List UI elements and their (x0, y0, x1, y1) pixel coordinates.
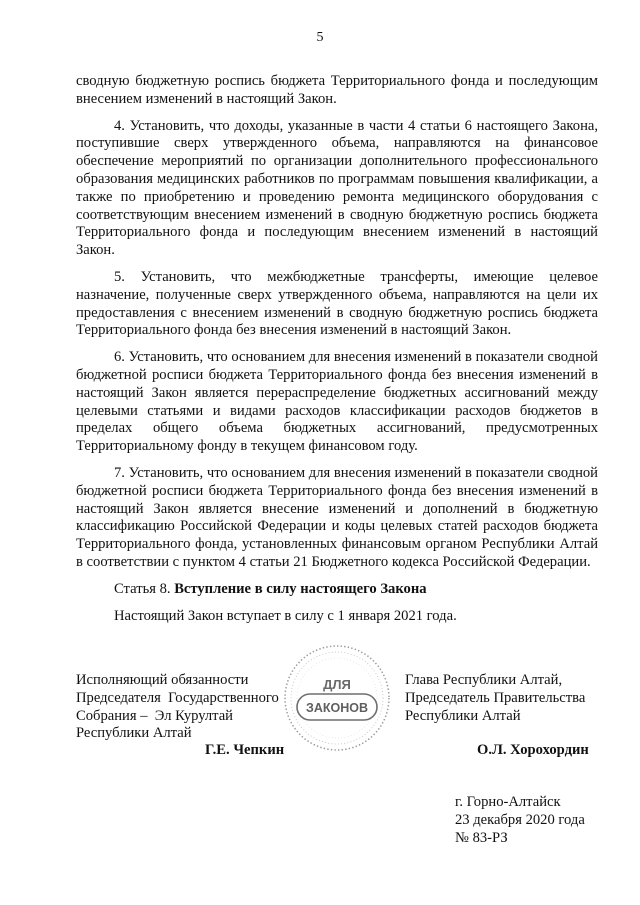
left-signatory-line: Исполняющий обязанности (76, 672, 249, 688)
left-signatory-line: Республики Алтай (76, 725, 192, 742)
paragraph-6: 6. Установить, что основанием для внесения изменений в показатели сводной бюджетной росписи бюджета Территориального фонда без внесения изменений в настоящий Закон является перераспределение бюджетных ассигнований между целевыми статьями и видами расходов классификации расходов бюджетов в пределах общего объема бюджетных ассигнований, предусмотренных Территориальному фонду в текущем финансовом году. (76, 349, 598, 455)
document-body (76, 73, 598, 625)
left-signatory-title (76, 672, 279, 743)
article-8-heading (76, 581, 598, 599)
article-8-prefix: Статья 8. (114, 580, 175, 597)
right-signatory-line: Глава Республики Алтай, (405, 672, 563, 688)
article-8-text: Настоящий Закон вступает в силу с 1 января 2021 года. (114, 607, 457, 624)
left-signatory-name: Г.Е. Чепкин (205, 742, 285, 758)
stamp-text-top: ДЛЯ (323, 677, 351, 692)
paragraph-4: 4. Установить, что доходы, указанные в части 4 статьи 6 настоящего Закона, поступившие сверх утвержденного объема, направляются на финансовое обеспечение мероприятий по организации дополнительного профессионального образования медицинских работников по программам повышения квалификации, а также по приобретению и проведению ремонта медицинского оборудования с соответствующим внесением изменений в сводную бюджетную роспись бюджета Территориального фонда и последующим внесением изменений в настоящий Закон. (76, 117, 598, 259)
document-footer (455, 793, 585, 847)
stamp-seal (282, 643, 392, 753)
date-line: 23 декабря 2020 года (455, 812, 585, 828)
right-signatory-line: Республики Алтай (405, 707, 521, 724)
paragraph-continuation: сводную бюджетную роспись бюджета Территориального фонда и последующим внесением изменений в настоящий Закон. (76, 73, 598, 107)
paragraph-5: 5. Установить, что межбюджетные трансферты, имеющие целевое назначение, полученные сверх утвержденного объема, направляются на цели их предоставления с внесением изменений в сводную бюджетную роспись бюджета Территориального фонда без внесения изменений в настоящий Закон. (76, 268, 598, 339)
page-number: 5 (316, 30, 324, 45)
city-line: г. Горно-Алтайск (455, 794, 561, 810)
right-signatory-title (405, 672, 585, 725)
right-signatory-name: О.Л. Хорохордин (477, 742, 589, 758)
stamp-text-main: ЗАКОНОВ (306, 701, 368, 715)
paragraph-7: 7. Установить, что основанием для внесения изменений в показатели сводной бюджетной росписи бюджета Территориального фонда без внесения изменений в настоящий Закон является внесение изменений и дополнений в бюджетную классификацию Российской Федерации и коды целевых статей расходов бюджета Территориального фонда, установленных финансовым органом Республики Алтай в соответствии с пунктом 4 статьи 21 Бюджетного кодекса Российской Федерации. (76, 464, 598, 570)
article-8-title: Вступление в силу настоящего Закона (174, 580, 427, 597)
law-number: № 83-РЗ (455, 830, 508, 846)
right-signatory-line: Председатель Правительства (405, 689, 586, 706)
left-signatory-line: Председателя Государственного (76, 689, 279, 706)
left-signatory-line: Собрания – Эл Курултай (76, 707, 233, 724)
